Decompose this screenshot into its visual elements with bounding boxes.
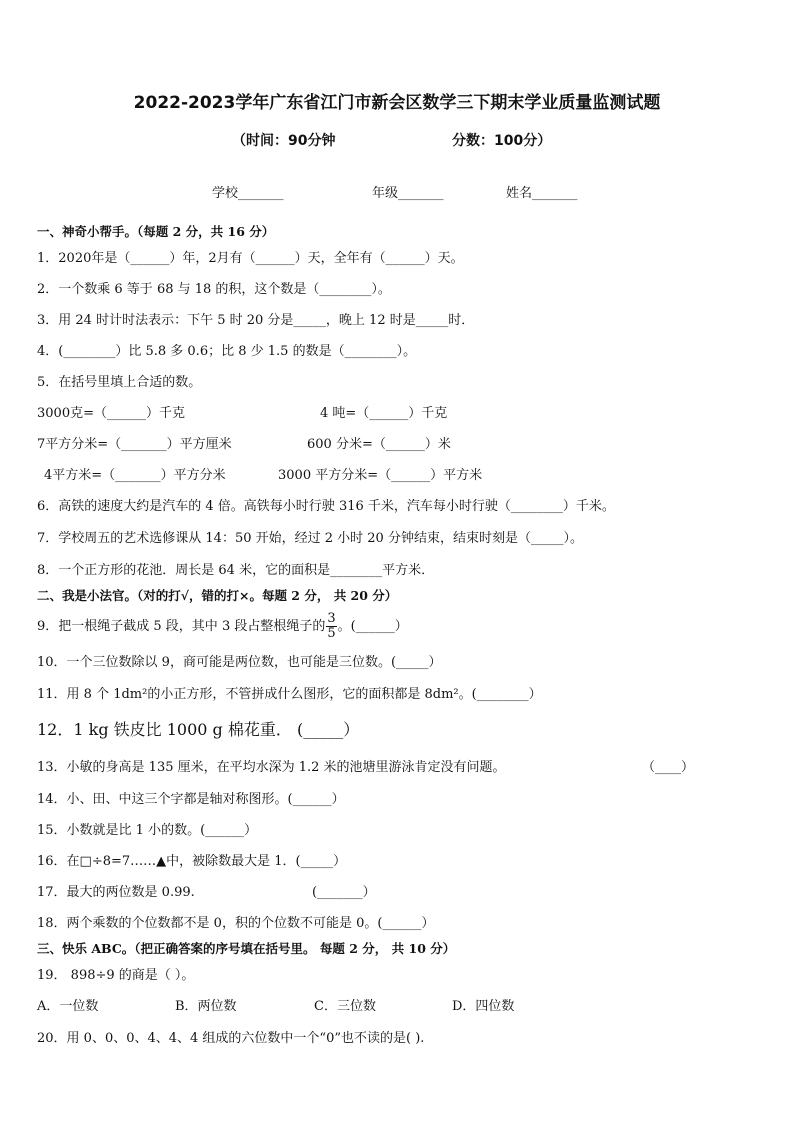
page-title: 2022-2023学年广东省江门市新会区数学三下期末学业质量监测试题	[133, 93, 661, 113]
question-19: 19． 898÷9 的商是（ ）。	[37, 968, 195, 983]
exam-score: 分数：100分）	[452, 133, 552, 149]
fraction-denominator: 5	[327, 626, 336, 641]
question-9	[37, 612, 408, 642]
question-5d: 600 分米=（______）米	[307, 437, 451, 452]
question-5b: 4 吨=（______）千克	[320, 406, 448, 421]
option-a: A．一位数	[37, 999, 99, 1014]
option-d: D．四位数	[452, 999, 515, 1014]
question-11: 11．用 8 个 1dm²的小正方形，不管拼成什么图形，它的面积都是 8dm²。(________）	[37, 687, 542, 702]
question-9-blank: 。(______）	[337, 619, 408, 634]
option-c: C．三位数	[314, 999, 376, 1014]
fraction-numerator: 3	[327, 611, 336, 626]
option-b: B．两位数	[175, 999, 237, 1014]
question-5f: 3000 平方分米=（______）平方米	[278, 468, 483, 483]
grade-field[interactable]: 年级_______	[372, 186, 444, 201]
section-heading-2: 二、我是小法官。（对的打√，错的打×。每题 2 分， 共 20 分）	[37, 588, 398, 603]
question-5e: 4平方米=（_______）平方分米	[44, 468, 226, 483]
question-14: 14．小、田、中这三个字都是轴对称图形。(______）	[37, 792, 345, 807]
fraction-three-fifths	[326, 612, 336, 641]
school-field[interactable]: 学校_______	[212, 186, 284, 201]
question-8: 8．一个正方形的花池．周长是 64 米，它的面积是________平方米．	[37, 563, 435, 578]
name-field[interactable]: 姓名_______	[506, 186, 578, 201]
question-17-blank: (_______）	[312, 885, 376, 900]
question-18: 18．两个乘数的个位数都不是 0，积的个位数不可能是 0。(______）	[37, 916, 435, 931]
question-10: 10．一个三位数除以 9，商可能是两位数，也可能是三位数。(_____）	[37, 655, 442, 670]
question-5: 5．在括号里填上合适的数。	[37, 375, 202, 390]
question-12: 12．1 kg 铁皮比 1000 g 棉花重． (_____）	[37, 720, 360, 739]
question-6: 6．高铁的速度大约是汽车的 4 倍。高铁每小时行驶 316 千米，汽车每小时行驶（________）千米。	[37, 499, 615, 514]
question-1: 1．2020年是（______）年，2月有（______）天，全年有（______）天。	[37, 251, 464, 266]
question-20: 20．用 0、0、0、4、4、4 组成的六位数中一个“0”也不读的是( ).	[37, 1031, 425, 1046]
question-5a: 3000克=（______）千克	[37, 406, 185, 421]
question-4: 4．(________）比 5.8 多 0.6；比 8 少 1.5 的数是（________）。	[37, 344, 417, 359]
question-16: 16．在□÷8=7……▲中，被除数最大是 1．(_____）	[37, 854, 347, 869]
question-9-text: 9．把一根绳子截成 5 段，其中 3 段占整根绳子的	[37, 619, 326, 634]
question-2: 2．一个数乘 6 等于 68 与 18 的积，这个数是（________）。	[37, 282, 391, 297]
question-13-blank: （____）	[642, 760, 695, 775]
question-7: 7．学校周五的艺术选修课从 14：50 开始，经过 2 小时 20 分钟结束，结束时刻是（_____）。	[37, 531, 583, 546]
section-heading-3: 三、快乐 ABC。（把正确答案的序号填在括号里。 每题 2 分， 共 10 分）	[37, 941, 456, 956]
section-heading-1: 一、神奇小帮手。（每题 2 分，共 16 分）	[37, 224, 275, 239]
question-17: 17．最大的两位数是 0.99.	[37, 885, 195, 900]
question-13: 13．小敏的身高是 135 厘米，在平均水深为 1.2 米的池塘里游泳肯定没有问题。	[37, 760, 506, 775]
question-3: 3．用 24 时计时法表示：下午 5 时 20 分是_____，晚上 12 时是_____时．	[37, 313, 475, 328]
exam-time: （时间：90分钟	[232, 133, 336, 149]
question-15: 15．小数就是比 1 小的数。(______）	[37, 823, 258, 838]
question-5c: 7平方分米=（_______）平方厘米	[37, 437, 232, 452]
